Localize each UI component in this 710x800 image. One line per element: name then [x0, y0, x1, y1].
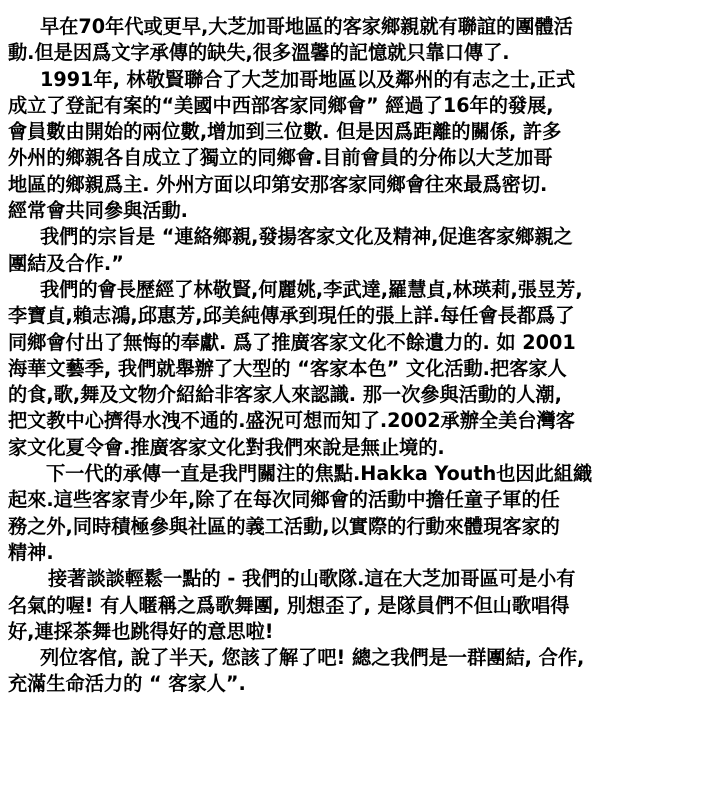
paragraph-4-line-3: 同鄉會付出了無悔的奉獻. 爲了推廣客家文化不餘遺力的. 如 2001	[8, 330, 576, 354]
paragraph-4-line-4: 海華文藝季, 我們就舉辦了大型的 “客家本色” 文化活動.把客家人	[8, 356, 567, 380]
paragraph-2-line-5: 地區的鄉親爲主. 外州方面以印第安那客家同鄉會往來最爲密切.	[8, 172, 548, 196]
paragraph-4-line-2: 李寶貞,賴志鴻,邱惠芳,邱美純傳承到現任的張上詳.每任會長都爲了	[8, 304, 575, 328]
paragraph-2-line-6: 經常會共同參與活動.	[8, 199, 188, 223]
paragraph-1-line-1: 早在70年代或更早,大芝加哥地區的客家鄉親就有聯誼的團體活	[40, 15, 573, 38]
paragraph-7-line-1: 列位客倌, 說了半天, 您該了解了吧! 總之我們是一群團結, 合作,	[40, 646, 585, 670]
paragraph-4-line-7: 家文化夏令會.推廣客家文化對我們來說是無止境的.	[8, 435, 445, 459]
paragraph-2-line-2: 成立了登記有案的“美國中西部客家同鄉會” 經過了16年的發展,	[8, 93, 554, 117]
paragraph-3-line-2: 團結及合作.”	[8, 251, 124, 275]
paragraph-2-line-4: 外州的鄉親各自成立了獨立的同鄉會.目前會員的分佈以大芝加哥	[8, 146, 553, 170]
document-body	[8, 14, 700, 698]
paragraph-5-line-3: 務之外,同時積極參與社區的義工活動,以實際的行動來體現客家的	[8, 514, 560, 538]
paragraph-6-line-1: 接著談談輕鬆一點的 - 我們的山歌隊.這在大芝加哥區可是小有	[48, 567, 576, 591]
paragraph-5-line-1: 下一代的承傳一直是我門關注的焦點.Hakka Youth也因此組織	[46, 462, 593, 486]
paragraph-4-line-6: 把文教中心擠得水洩不通的.盛況可想而知了.2002承辦全美台灣客	[8, 409, 575, 433]
paragraph-6-line-2: 名氣的喔! 有人暱稱之爲歌舞團, 別想歪了, 是隊員們不但山歌唱得	[8, 593, 570, 617]
paragraph-2-line-3: 會員數由開始的兩位數,增加到三位數. 但是因爲距離的關係, 許多	[8, 120, 562, 144]
paragraph-7-line-2: 充滿生命活力的 “ 客家人”.	[8, 672, 246, 696]
paragraph-3-line-1: 我們的宗旨是 “連絡鄉親,發揚客家文化及精神,促進客家鄉親之	[40, 225, 573, 249]
paragraph-4-line-5: 的食,歌,舞及文物介紹給非客家人來認識. 那一次參與活動的人潮,	[8, 383, 562, 407]
paragraph-2-line-1: 1991年, 林敬賢聯合了大芝加哥地區以及鄰州的有志之士,正式	[40, 67, 576, 91]
paragraph-6-line-3: 好,連採茶舞也跳得好的意思啦!	[8, 619, 274, 643]
paragraph-5-line-4: 精神.	[8, 540, 54, 564]
paragraph-1-line-2: 動.但是因爲文字承傳的缺失,很多溫馨的記憶就只靠口傳了.	[8, 41, 510, 65]
paragraph-4-line-1: 我們的會長歷經了林敬賢,何麗姚,李武達,羅慧貞,林瑛莉,張昱芳,	[40, 277, 583, 301]
paragraph-5-line-2: 起來.這些客家青少年,除了在每次同鄉會的活動中擔任童子軍的任	[8, 488, 560, 512]
